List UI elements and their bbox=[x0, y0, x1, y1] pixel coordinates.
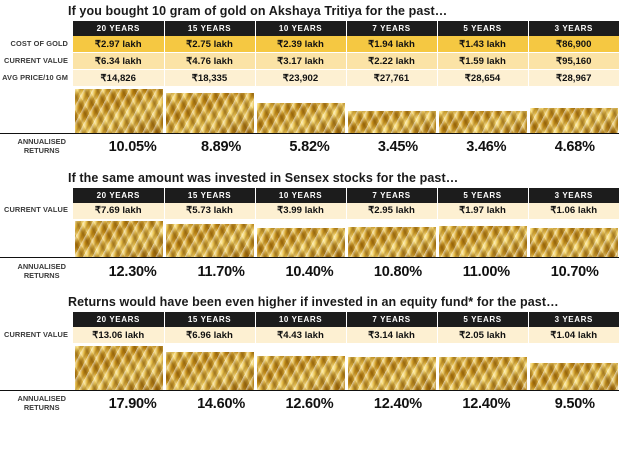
table-cell: ₹13.06 lakh bbox=[73, 327, 164, 344]
row-label: CURRENT VALUE bbox=[0, 203, 73, 220]
bar-cell bbox=[528, 344, 619, 390]
row-label: CURRENT VALUE bbox=[0, 327, 73, 344]
bar-cell bbox=[528, 87, 619, 133]
table-cell: ₹27,761 bbox=[346, 70, 437, 87]
table-cell: ₹7.69 lakh bbox=[73, 203, 164, 220]
equity-fund-returns-table bbox=[0, 391, 619, 418]
period-header: 7 YEARS bbox=[346, 21, 437, 36]
bar-cell bbox=[346, 87, 437, 133]
period-header: 10 YEARS bbox=[255, 21, 346, 36]
table-cell: ₹2.05 lakh bbox=[437, 327, 528, 344]
table-row bbox=[0, 70, 619, 87]
section-title-sensex: If the same amount was invested in Sensex stocks for the past… bbox=[68, 170, 459, 185]
table-cell: ₹1.43 lakh bbox=[437, 36, 528, 53]
returns-cell bbox=[88, 134, 176, 161]
returns-row bbox=[0, 258, 619, 285]
returns-row bbox=[0, 391, 619, 418]
bar-cell bbox=[164, 219, 255, 257]
returns-value: 10.70% bbox=[550, 263, 599, 280]
table-cell: ₹4.43 lakh bbox=[255, 327, 346, 344]
gold-returns-table bbox=[0, 134, 619, 161]
gold-bar bbox=[166, 93, 254, 133]
period-header: 20 YEARS bbox=[73, 312, 164, 327]
returns-cell bbox=[265, 134, 353, 161]
section-title-equity-fund: Returns would have been even higher if invested in an equity fund* for the past… bbox=[68, 295, 559, 309]
gold-bar bbox=[348, 111, 436, 133]
row-label: COST OF GOLD bbox=[0, 36, 73, 53]
gold-bar bbox=[166, 224, 254, 257]
returns-cell bbox=[531, 134, 619, 161]
returns-cell bbox=[354, 258, 442, 285]
gold-bar bbox=[166, 352, 254, 390]
header-row-spacer bbox=[0, 21, 73, 36]
table-header-row bbox=[0, 188, 619, 203]
period-header: 10 YEARS bbox=[255, 312, 346, 327]
table-cell: ₹2.97 lakh bbox=[73, 36, 164, 53]
returns-value: 12.40% bbox=[462, 396, 511, 412]
returns-row-label: ANNUALISED RETURNS bbox=[0, 391, 88, 418]
table-cell: ₹3.99 lakh bbox=[255, 203, 346, 220]
table-cell: ₹2.39 lakh bbox=[255, 36, 346, 53]
returns-cell bbox=[88, 391, 176, 418]
table-cell: ₹28,967 bbox=[528, 70, 619, 87]
returns-value: 14.60% bbox=[197, 396, 246, 412]
bar-cell bbox=[437, 87, 528, 133]
bar-row bbox=[0, 87, 619, 133]
bar-cell bbox=[164, 344, 255, 390]
returns-value: 11.70% bbox=[197, 263, 245, 280]
table-cell: ₹4.76 lakh bbox=[164, 53, 255, 70]
returns-cell bbox=[531, 258, 619, 285]
returns-cell bbox=[177, 391, 265, 418]
returns-value: 3.45% bbox=[377, 139, 418, 155]
table-row bbox=[0, 203, 619, 220]
gold-bar bbox=[75, 346, 163, 390]
period-header: 15 YEARS bbox=[164, 21, 255, 36]
gold-bar bbox=[75, 221, 163, 257]
returns-cell bbox=[177, 134, 265, 161]
bar-row-spacer bbox=[0, 219, 73, 257]
table-cell: ₹5.73 lakh bbox=[164, 203, 255, 220]
table-cell: ₹1.94 lakh bbox=[346, 36, 437, 53]
returns-value: 10.40% bbox=[285, 263, 334, 280]
bar-cell bbox=[437, 219, 528, 257]
table-header-row bbox=[0, 21, 619, 36]
table-cell: ₹23,902 bbox=[255, 70, 346, 87]
returns-cell bbox=[531, 391, 619, 418]
period-header: 20 YEARS bbox=[73, 188, 164, 203]
returns-value: 3.46% bbox=[466, 139, 507, 155]
table-cell: ₹6.96 lakh bbox=[164, 327, 255, 344]
returns-cell bbox=[442, 134, 530, 161]
returns-value: 10.80% bbox=[373, 263, 422, 280]
table-cell: ₹6.34 lakh bbox=[73, 53, 164, 70]
returns-row-label: ANNUALISED RETURNS bbox=[0, 134, 88, 161]
returns-value: 8.89% bbox=[200, 139, 242, 155]
period-header: 3 YEARS bbox=[528, 188, 619, 203]
returns-value: 9.50% bbox=[554, 396, 595, 412]
table-cell: ₹18,335 bbox=[164, 70, 255, 87]
gold-bar bbox=[439, 226, 527, 257]
bar-cell bbox=[73, 87, 164, 133]
returns-cell bbox=[88, 258, 176, 285]
table-cell: ₹2.75 lakh bbox=[164, 36, 255, 53]
period-header: 20 YEARS bbox=[73, 21, 164, 36]
sensex-table bbox=[0, 188, 619, 258]
bar-cell bbox=[346, 344, 437, 390]
period-header: 3 YEARS bbox=[528, 21, 619, 36]
header-row-spacer bbox=[0, 312, 73, 327]
bar-cell bbox=[164, 87, 255, 133]
row-label: CURRENT VALUE bbox=[0, 53, 73, 70]
returns-value: 12.40% bbox=[373, 396, 422, 412]
period-header: 5 YEARS bbox=[437, 312, 528, 327]
returns-cell bbox=[177, 258, 265, 285]
table-cell: ₹1.97 lakh bbox=[437, 203, 528, 220]
table-cell: ₹14,826 bbox=[73, 70, 164, 87]
table-cell: ₹2.22 lakh bbox=[346, 53, 437, 70]
bar-cell bbox=[346, 219, 437, 257]
returns-cell bbox=[354, 134, 442, 161]
period-header: 3 YEARS bbox=[528, 312, 619, 327]
gold-bar bbox=[257, 356, 345, 390]
table-cell: ₹86,900 bbox=[528, 36, 619, 53]
section-gap bbox=[0, 161, 619, 171]
equity-fund-table bbox=[0, 312, 619, 390]
returns-cell bbox=[265, 391, 353, 418]
table-cell: ₹3.14 lakh bbox=[346, 327, 437, 344]
returns-value: 10.05% bbox=[108, 139, 157, 155]
section-title-gold: If you bought 10 gram of gold on Akshaya Tritiya for the past… bbox=[68, 4, 448, 18]
gold-bar bbox=[439, 357, 527, 390]
table-cell: ₹1.59 lakh bbox=[437, 53, 528, 70]
period-header: 7 YEARS bbox=[346, 188, 437, 203]
table-row bbox=[0, 327, 619, 344]
period-header: 15 YEARS bbox=[164, 188, 255, 203]
bar-row-spacer bbox=[0, 87, 73, 133]
returns-value: 17.90% bbox=[108, 396, 157, 412]
section-gap bbox=[0, 285, 619, 295]
header-row-spacer bbox=[0, 188, 73, 203]
returns-value: 12.30% bbox=[108, 263, 157, 280]
returns-cell bbox=[442, 258, 530, 285]
period-header: 5 YEARS bbox=[437, 21, 528, 36]
row-label: AVG PRICE/10 GM bbox=[0, 70, 73, 87]
gold-table bbox=[0, 21, 619, 133]
gold-bar bbox=[439, 111, 527, 133]
period-header: 5 YEARS bbox=[437, 188, 528, 203]
bar-cell bbox=[73, 219, 164, 257]
gold-bar bbox=[530, 363, 618, 390]
table-row bbox=[0, 53, 619, 70]
returns-value: 12.60% bbox=[285, 396, 334, 412]
returns-value: 11.00% bbox=[462, 263, 510, 280]
bar-row-spacer bbox=[0, 344, 73, 390]
bar-cell bbox=[528, 219, 619, 257]
period-header: 10 YEARS bbox=[255, 188, 346, 203]
gold-bar bbox=[530, 108, 618, 133]
gold-bar bbox=[348, 357, 436, 390]
table-cell: ₹2.95 lakh bbox=[346, 203, 437, 220]
bar-cell bbox=[73, 344, 164, 390]
bar-cell bbox=[437, 344, 528, 390]
period-header: 7 YEARS bbox=[346, 312, 437, 327]
table-cell: ₹28,654 bbox=[437, 70, 528, 87]
gold-bar bbox=[530, 228, 618, 257]
bar-row bbox=[0, 344, 619, 390]
table-cell: ₹1.04 lakh bbox=[528, 327, 619, 344]
table-header-row bbox=[0, 312, 619, 327]
returns-value: 5.82% bbox=[289, 139, 330, 155]
returns-cell bbox=[354, 391, 442, 418]
returns-row bbox=[0, 134, 619, 161]
bar-row bbox=[0, 219, 619, 257]
gold-bar bbox=[257, 103, 345, 133]
period-header: 15 YEARS bbox=[164, 312, 255, 327]
returns-value: 4.68% bbox=[554, 139, 595, 155]
gold-bar bbox=[348, 227, 436, 257]
bar-cell bbox=[255, 87, 346, 133]
sensex-returns-table bbox=[0, 258, 619, 285]
bar-cell bbox=[255, 219, 346, 257]
returns-cell bbox=[265, 258, 353, 285]
gold-bar bbox=[75, 89, 163, 133]
table-cell: ₹3.17 lakh bbox=[255, 53, 346, 70]
returns-row-label: ANNUALISED RETURNS bbox=[0, 258, 88, 285]
table-cell: ₹1.06 lakh bbox=[528, 203, 619, 220]
bar-cell bbox=[255, 344, 346, 390]
returns-cell bbox=[442, 391, 530, 418]
table-cell: ₹95,160 bbox=[528, 53, 619, 70]
gold-bar bbox=[257, 228, 345, 257]
table-row bbox=[0, 36, 619, 53]
